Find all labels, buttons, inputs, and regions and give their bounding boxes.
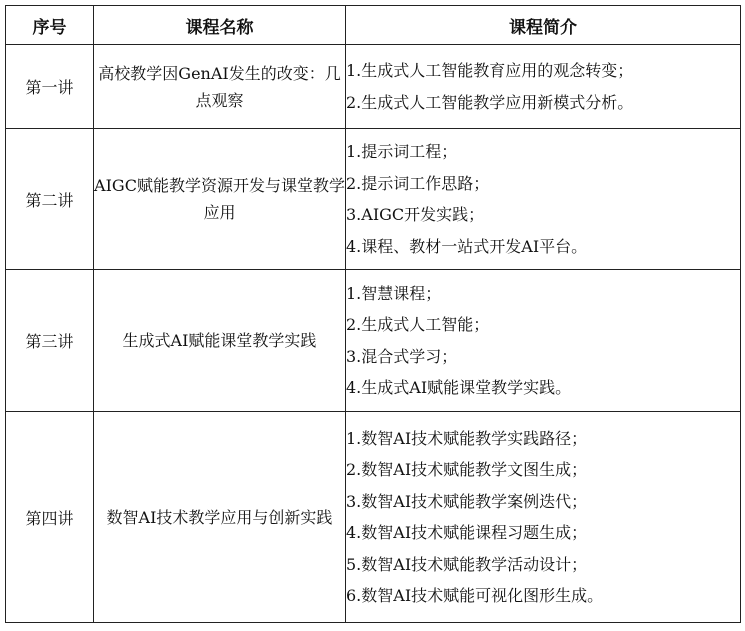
intro-item: 3.混合式学习； bbox=[346, 346, 458, 366]
intro-item: 6.数智AI技术赋能可视化图形生成。 bbox=[346, 586, 604, 605]
intro-item: 4.数智AI技术赋能课程习题生成； bbox=[346, 523, 588, 542]
intro-item: 2.生成式人工智能教学应用新模式分析。 bbox=[346, 92, 634, 112]
intro-item: 2.提示词工作思路； bbox=[346, 173, 490, 193]
intro-item: 1.数智AI技术赋能教学实践路径； bbox=[346, 428, 588, 448]
table-row bbox=[6, 45, 741, 129]
intro-item: 1.智慧课程； bbox=[346, 283, 442, 303]
intro-item: 1.生成式人工智能教育应用的观念转变； bbox=[346, 61, 634, 80]
intro-list bbox=[346, 136, 740, 262]
course-name: 数智AI技术教学应用与创新实践 bbox=[94, 412, 346, 623]
table-row bbox=[6, 129, 741, 270]
table-row bbox=[6, 270, 741, 412]
header-index: 序号 bbox=[6, 6, 94, 45]
intro-item: 3.AIGC开发实践； bbox=[346, 205, 485, 224]
lecture-index: 第二讲 bbox=[6, 129, 94, 270]
table-row bbox=[6, 412, 741, 623]
lecture-index: 第三讲 bbox=[6, 270, 94, 412]
intro-list bbox=[346, 55, 740, 118]
intro-item: 4.课程、教材一站式开发AI平台。 bbox=[346, 236, 588, 256]
intro-item: 4.生成式AI赋能课堂教学实践。 bbox=[346, 378, 572, 397]
course-intro bbox=[346, 412, 741, 623]
course-intro bbox=[346, 270, 741, 412]
lecture-index: 第四讲 bbox=[6, 412, 94, 623]
intro-item: 2.生成式人工智能； bbox=[346, 315, 490, 334]
course-table bbox=[5, 5, 741, 623]
intro-item: 2.数智AI技术赋能教学文图生成； bbox=[346, 460, 588, 479]
course-intro bbox=[346, 45, 741, 129]
header-course-name: 课程名称 bbox=[94, 6, 346, 45]
course-name: AIGC赋能教学资源开发与课堂教学应用 bbox=[94, 129, 346, 270]
intro-list bbox=[346, 423, 740, 612]
lecture-index: 第一讲 bbox=[6, 45, 94, 129]
intro-item: 1.提示词工程； bbox=[346, 142, 458, 161]
header-course-intro: 课程简介 bbox=[346, 6, 741, 45]
intro-item: 3.数智AI技术赋能教学案例迭代； bbox=[346, 491, 588, 511]
header-row bbox=[6, 6, 741, 45]
course-name: 高校教学因GenAI发生的改变：几点观察 bbox=[94, 45, 346, 129]
intro-item: 5.数智AI技术赋能教学活动设计； bbox=[346, 554, 588, 574]
course-intro bbox=[346, 129, 741, 270]
intro-list bbox=[346, 278, 740, 404]
course-name: 生成式AI赋能课堂教学实践 bbox=[94, 270, 346, 412]
